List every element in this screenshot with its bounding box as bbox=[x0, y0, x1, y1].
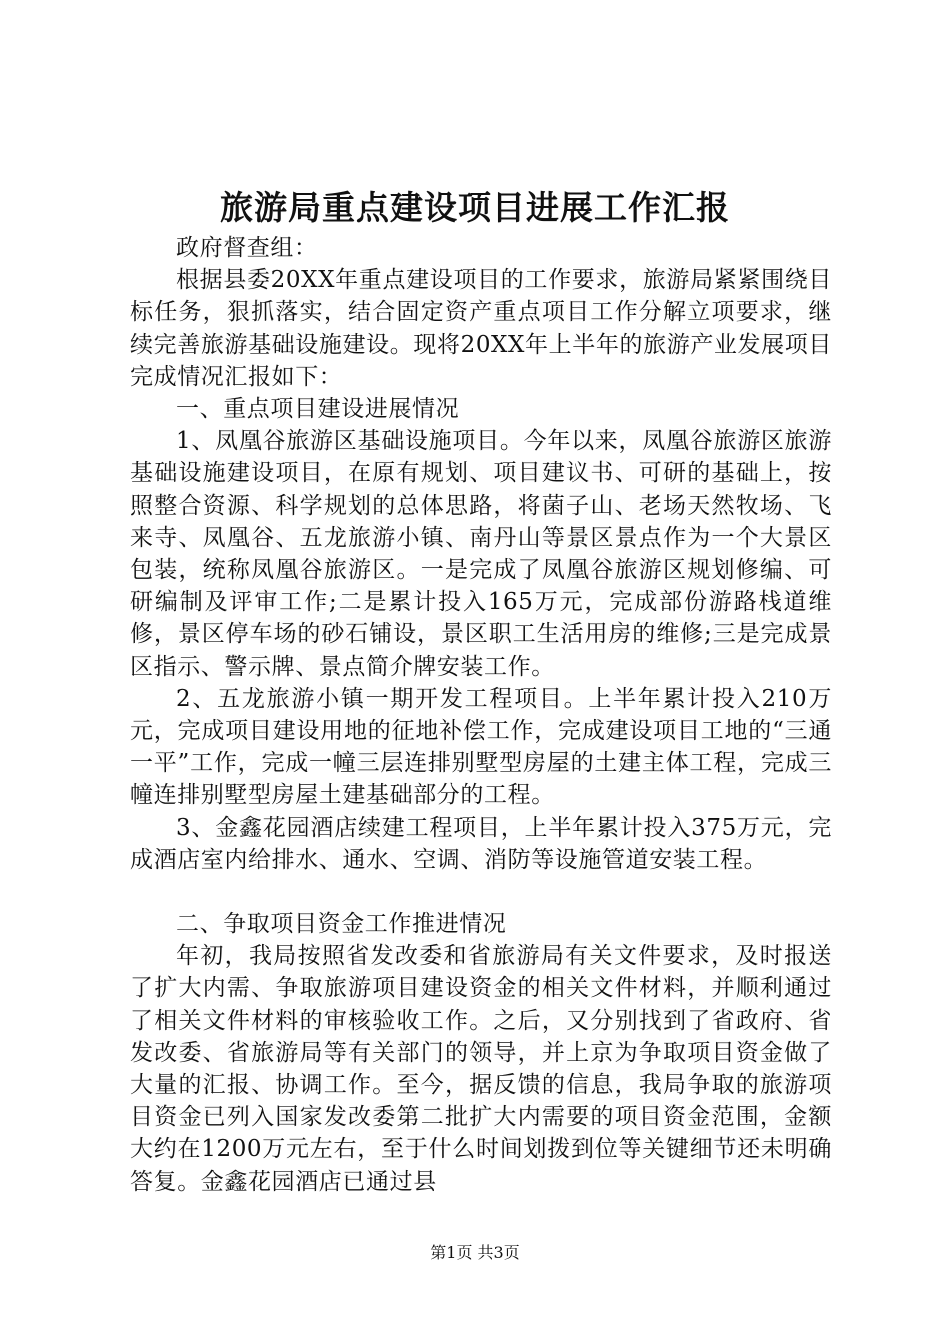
intro-paragraph: 根据县委20XX年重点建设项目的工作要求，旅游局紧紧围绕目标任务，狠抓落实，结合固定资产重点项目工作分解立项要求，继续完善旅游基础设施建设。现将20XX年上半年的旅游产业发展项目完成情况汇报如下： bbox=[130, 267, 832, 390]
funding-paragraph: 年初，我局按照省发改委和省旅游局有关文件要求，及时报送了扩大内需、争取旅游项目建设资金的相关文件材料，并顺利通过了相关文件材料的审核验收工作。之后，又分别找到了省政府、省发改委、省旅游局等有关部门的领导，并上京为争取项目资金做了大量的汇报、协调工作。至今，据反馈的信息，我局争取的旅游项目资金已列入国家发改委第二批扩大内需要的项目资金范围，金额大约在1200万元左右，至于什么时间划拨到位等关键细节还未明确答复。金鑫花园酒店已通过县 bbox=[130, 943, 832, 1195]
salutation: 政府督查组： bbox=[176, 235, 318, 261]
document-title: 旅游局重点建设项目进展工作汇报 bbox=[220, 188, 730, 227]
item-paragraph-2: 2、五龙旅游小镇一期开发工程项目。上半年累计投入210万元，完成项目建设用地的征地补偿工作，完成建设项目工地的“三通一平”工作，完成一幢三层连排别墅型房屋的土建主体工程，完成三幢连排别墅型房屋土建基础部分的工程。 bbox=[130, 685, 832, 809]
section-heading-2: 二、争取项目资金工作推进情况 bbox=[176, 911, 507, 938]
document-body bbox=[130, 232, 832, 1198]
item-paragraph-1: 1、凤凰谷旅游区基础设施项目。今年以来，凤凰谷旅游区旅游基础设施建设项目，在原有规划、项目建议书、可研的基础上，按照整合资源、科学规划的总体思路，将菌子山、老场天然牧场、飞来寺、凤凰谷、五龙旅游小镇、南丹山等景区景点作为一个大景区包装，统称凤凰谷旅游区。一是完成了凤凰谷旅游区规划修编、可研编制及评审工作;二是累计投入165万元，完成部份游路栈道维修，景区停车场的砂石铺设，景区职工生活用房的维修;三是完成景区指示、警示牌、景点简介牌安装工作。 bbox=[130, 428, 832, 680]
page-number: 第1页 共3页 bbox=[430, 1243, 520, 1262]
section-heading-1: 一、重点项目建设进展情况 bbox=[176, 396, 460, 423]
item-paragraph-3: 3、金鑫花园酒店续建工程项目，上半年累计投入375万元，完成酒店室内给排水、通水、空调、消防等设施管道安装工程。 bbox=[130, 814, 832, 873]
